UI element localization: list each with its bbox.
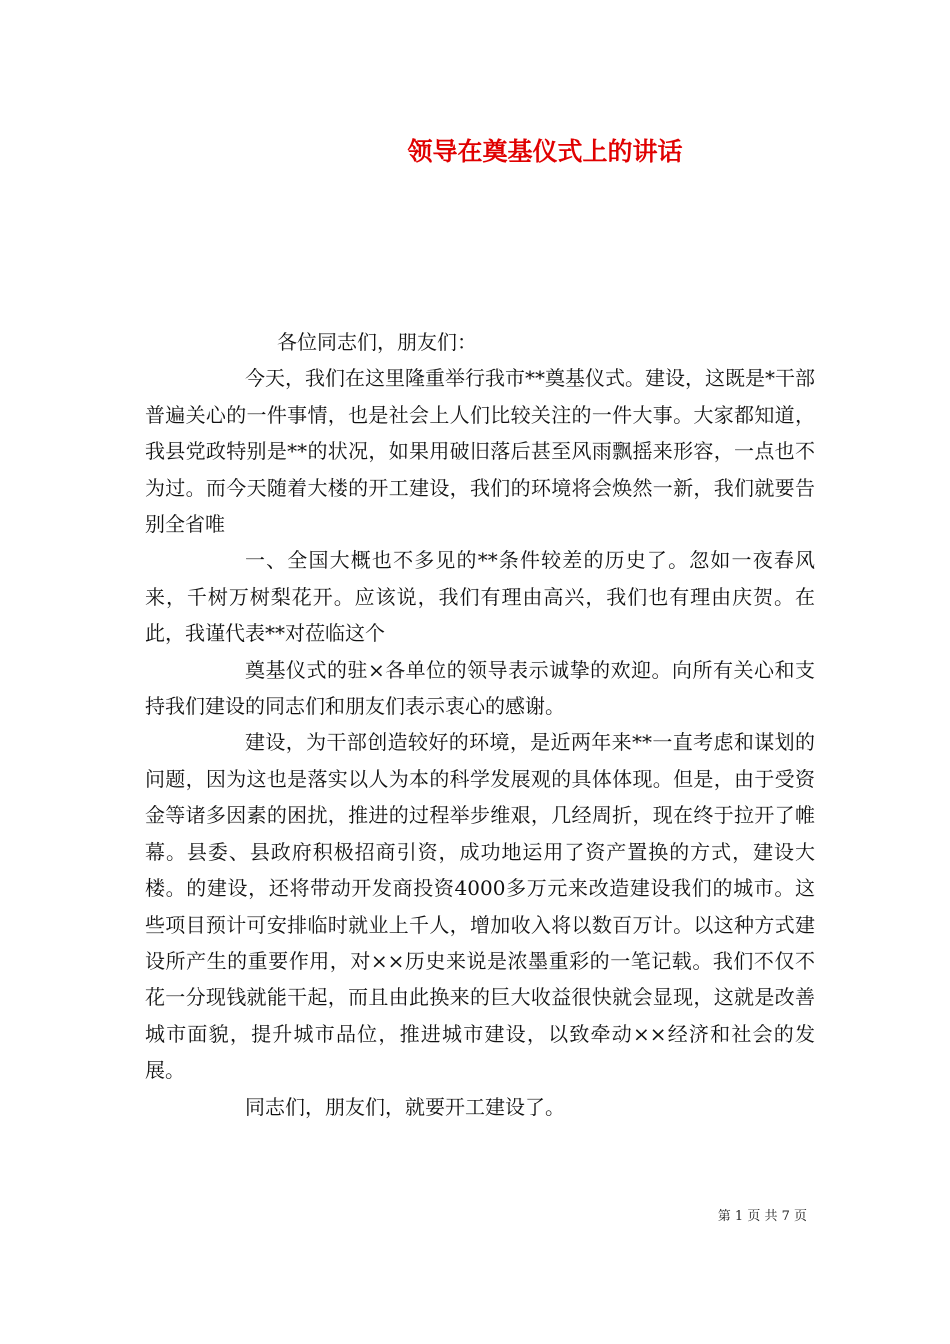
paragraph-greeting: 各位同志们，朋友们： xyxy=(277,330,477,354)
paragraph-1: 今天，我们在这里隆重举行我市**奠基仪式。建设，这既是*干部普遍关心的一件事情，也是社会上人们比较关注的一件大事。大家都知道，我县党政特别是**的状况，如果用破旧落后甚至风雨飘摇来形容，一点也不为过。而今天随着大楼的开工建设，我们的环境将会焕然一新，我们就要告别全省唯 xyxy=(145,366,815,537)
paragraph-2: 一、全国大概也不多见的**条件较差的历史了。忽如一夜春风来，千树万树梨花开。应该说，我们有理由高兴，我们也有理由庆贺。在此，我谨代表**对莅临这个 xyxy=(145,548,815,646)
paragraph-5: 同志们，朋友们，就要开工建设了。 xyxy=(245,1094,565,1119)
document-body xyxy=(145,324,815,1125)
paragraph-4: 建设，为干部创造较好的环境，是近两年来**一直考虑和谋划的问题，因为这也是落实以人为本的科学发展观的具体体现。但是，由于受资金等诸多因素的困扰，推进的过程举步维艰，几经周折，现在终于拉开了帷幕。县委、县政府积极招商引资，成功地运用了资产置换的方式，建设大楼。的建设，还将带动开发商投资4000多万元来改造建设我们的城市。这些项目预计可安排临时就业上千人，增加收入将以数百万计。以这种方式建设所产生的重要作用，对××历史来说是浓墨重彩的一笔记载。我们不仅不花一分现钱就能干起，而且由此换来的巨大收益很快就会显现，这就是改善城市面貌，提升城市品位，推进城市建设，以致牵动××经济和社会的发展。 xyxy=(145,730,815,1083)
document-title: 领导在奠基仪式上的讲话 xyxy=(407,137,683,166)
paragraph-3: 奠基仪式的驻×各单位的领导表示诚挚的欢迎。向所有关心和支持我们建设的同志们和朋友们表示衷心的感谢。 xyxy=(145,657,815,719)
page-number-footer: 第 1 页 共 7 页 xyxy=(717,1209,807,1224)
